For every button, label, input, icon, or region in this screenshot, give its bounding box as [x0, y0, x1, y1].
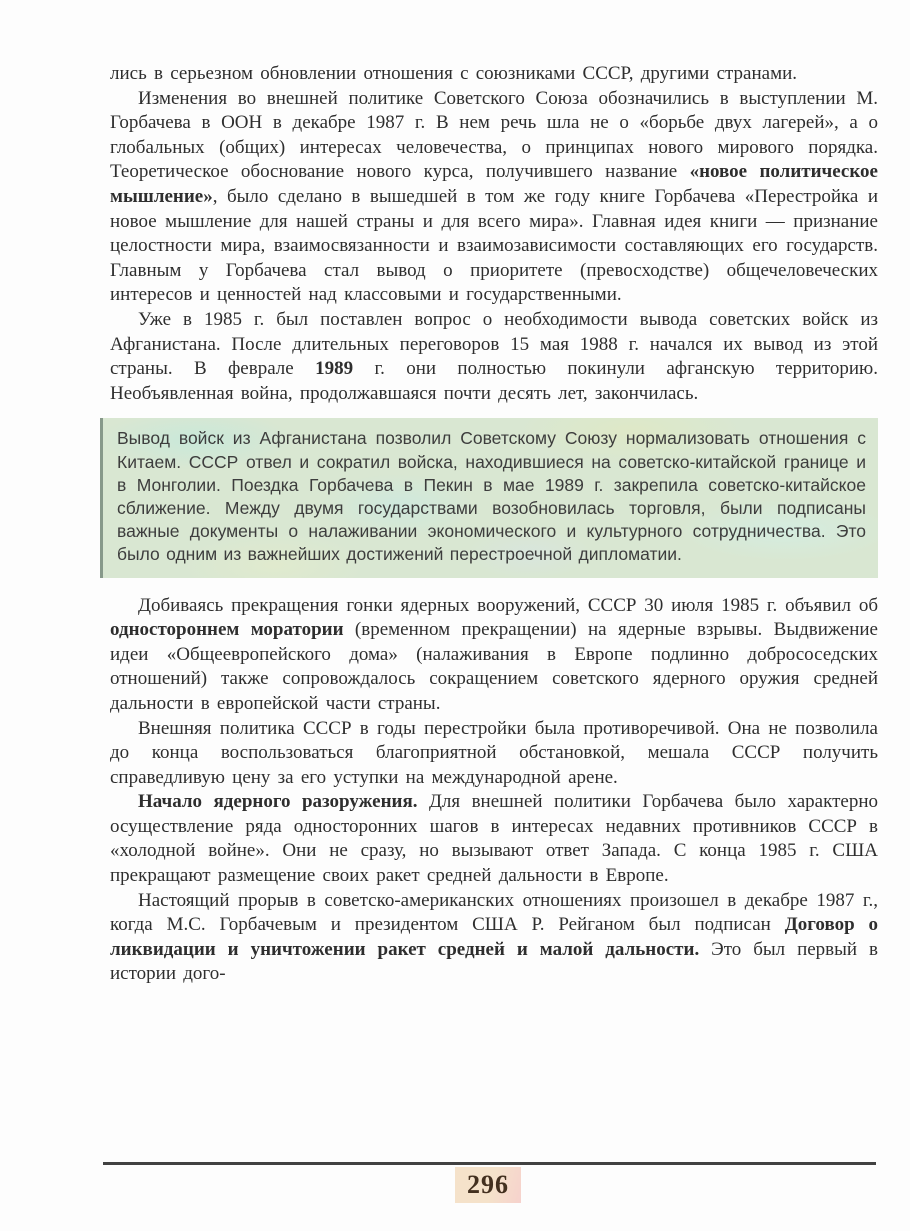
intro-continuation-paragraph — [110, 62, 878, 87]
text-run: Внешняя политика СССР в годы перестройки была противоречивой. Она не позволила до конца воспользоваться благоприятной обстановкой, мешала СССР получить справедливую цену за его уступки на международной арене. — [110, 717, 878, 788]
page-number-badge — [455, 1167, 521, 1203]
text-run: , было сделано в вышедшей в том же году книге Горбачева «Перестройка и новое мышление для нашей страны и для всего мира». Главная идея книги — признание целостности мира, взаимосвязанности и взаимозависимости составляющих его государств. Главным у Горбачева стал вывод о приоритете (превосходстве) общечеловеческих интересов и ценностей над классовыми и государственными. — [110, 185, 878, 306]
bold-text-run: одностороннем моратории — [110, 619, 344, 641]
text-run: Добиваясь прекращения гонки ядерных вооружений, СССР 30 июля 1985 г. объявил об — [138, 594, 878, 616]
bold-text-run: 1989 — [315, 358, 354, 380]
footer-rule — [103, 1162, 876, 1165]
text-run: Для внешней политики Горбачева было характерно осуществление ряда односторонних шагов в интересах недавних противников СССР в «холодной войне». Они не сразу, но вызывают ответ Запада. С конца 1985 г. США прекращают размещение своих ракет средней дальности в Европе. — [110, 791, 878, 887]
text-column — [110, 62, 878, 987]
moratorium-paragraph — [110, 594, 878, 717]
text-run: Вывод войск из Афганистана позволил Советскому Союзу нормализовать отношения с Китаем. СССР отвел и сократил войска, находившиеся на советско-китайской границе и в Монголии. Поездка Горбачева в Пекин в мае 1989 г. закрепила советско-китайское сближение. Между двумя государствами возобновилась торговля, были подписаны важные документы о налаживании экономического и культурного сотрудничества. Это было одним из важнейших достижений перестроечной дипломатии. — [117, 428, 866, 565]
text-run: Это был первый в истории дого- — [110, 938, 878, 985]
bold-text-run: Договор о ликвидации и уничтожении ракет средней и малой дальности. — [110, 914, 878, 960]
text-run: Изменения во внешней политике Советского Союза обозначились в выступлении М. Горбачева в ООН в декабре 1987 г. В нем речь шла не о «борьбе двух лагерей», а о глобальных (общих) интересах человечества, о принципах нового мирового порядка. Теоретическое обоснование нового курса, получившего название — [110, 87, 878, 183]
text-run: г. они полностью покинули афганскую территорию. Необъявленная война, продолжавшаяся почти десять лет, закончилась. — [110, 358, 878, 404]
china-normalization-infobox — [100, 418, 878, 577]
contradictory-policy-paragraph — [110, 717, 878, 791]
inf-treaty-paragraph — [110, 889, 878, 987]
text-run: (временном прекращении) на ядерные взрывы. Выдвижение идеи «Общеевропейского дома» (налаживания в Европе подлинно добрососедских отношений) также сопровождалось сокращением советского ядерного оружия средней дальности в европейской части страны. — [110, 619, 878, 714]
afghanistan-withdrawal-paragraph — [110, 308, 878, 406]
nuclear-disarmament-paragraph — [110, 790, 878, 888]
new-political-thinking-paragraph — [110, 87, 878, 308]
page-number: 296 — [467, 1170, 509, 1199]
text-run: Уже в 1985 г. был поставлен вопрос о необходимости вывода советских войск из Афганистана. После длительных переговоров 15 мая 1988 г. начался их вывод из этой страны. В феврале — [110, 308, 878, 380]
text-run: Настоящий прорыв в советско-американских отношениях произошел в декабре 1987 г., когда М.С. Горбачевым и президентом США Р. Рейганом был подписан — [110, 889, 878, 936]
text-run: лись в серьезном обновлении отношения с союзниками СССР, другими странами. — [110, 63, 798, 84]
bold-text-run: Начало ядерного разоружения. — [138, 791, 418, 813]
bold-text-run: «новое политическое мышление» — [110, 161, 878, 207]
